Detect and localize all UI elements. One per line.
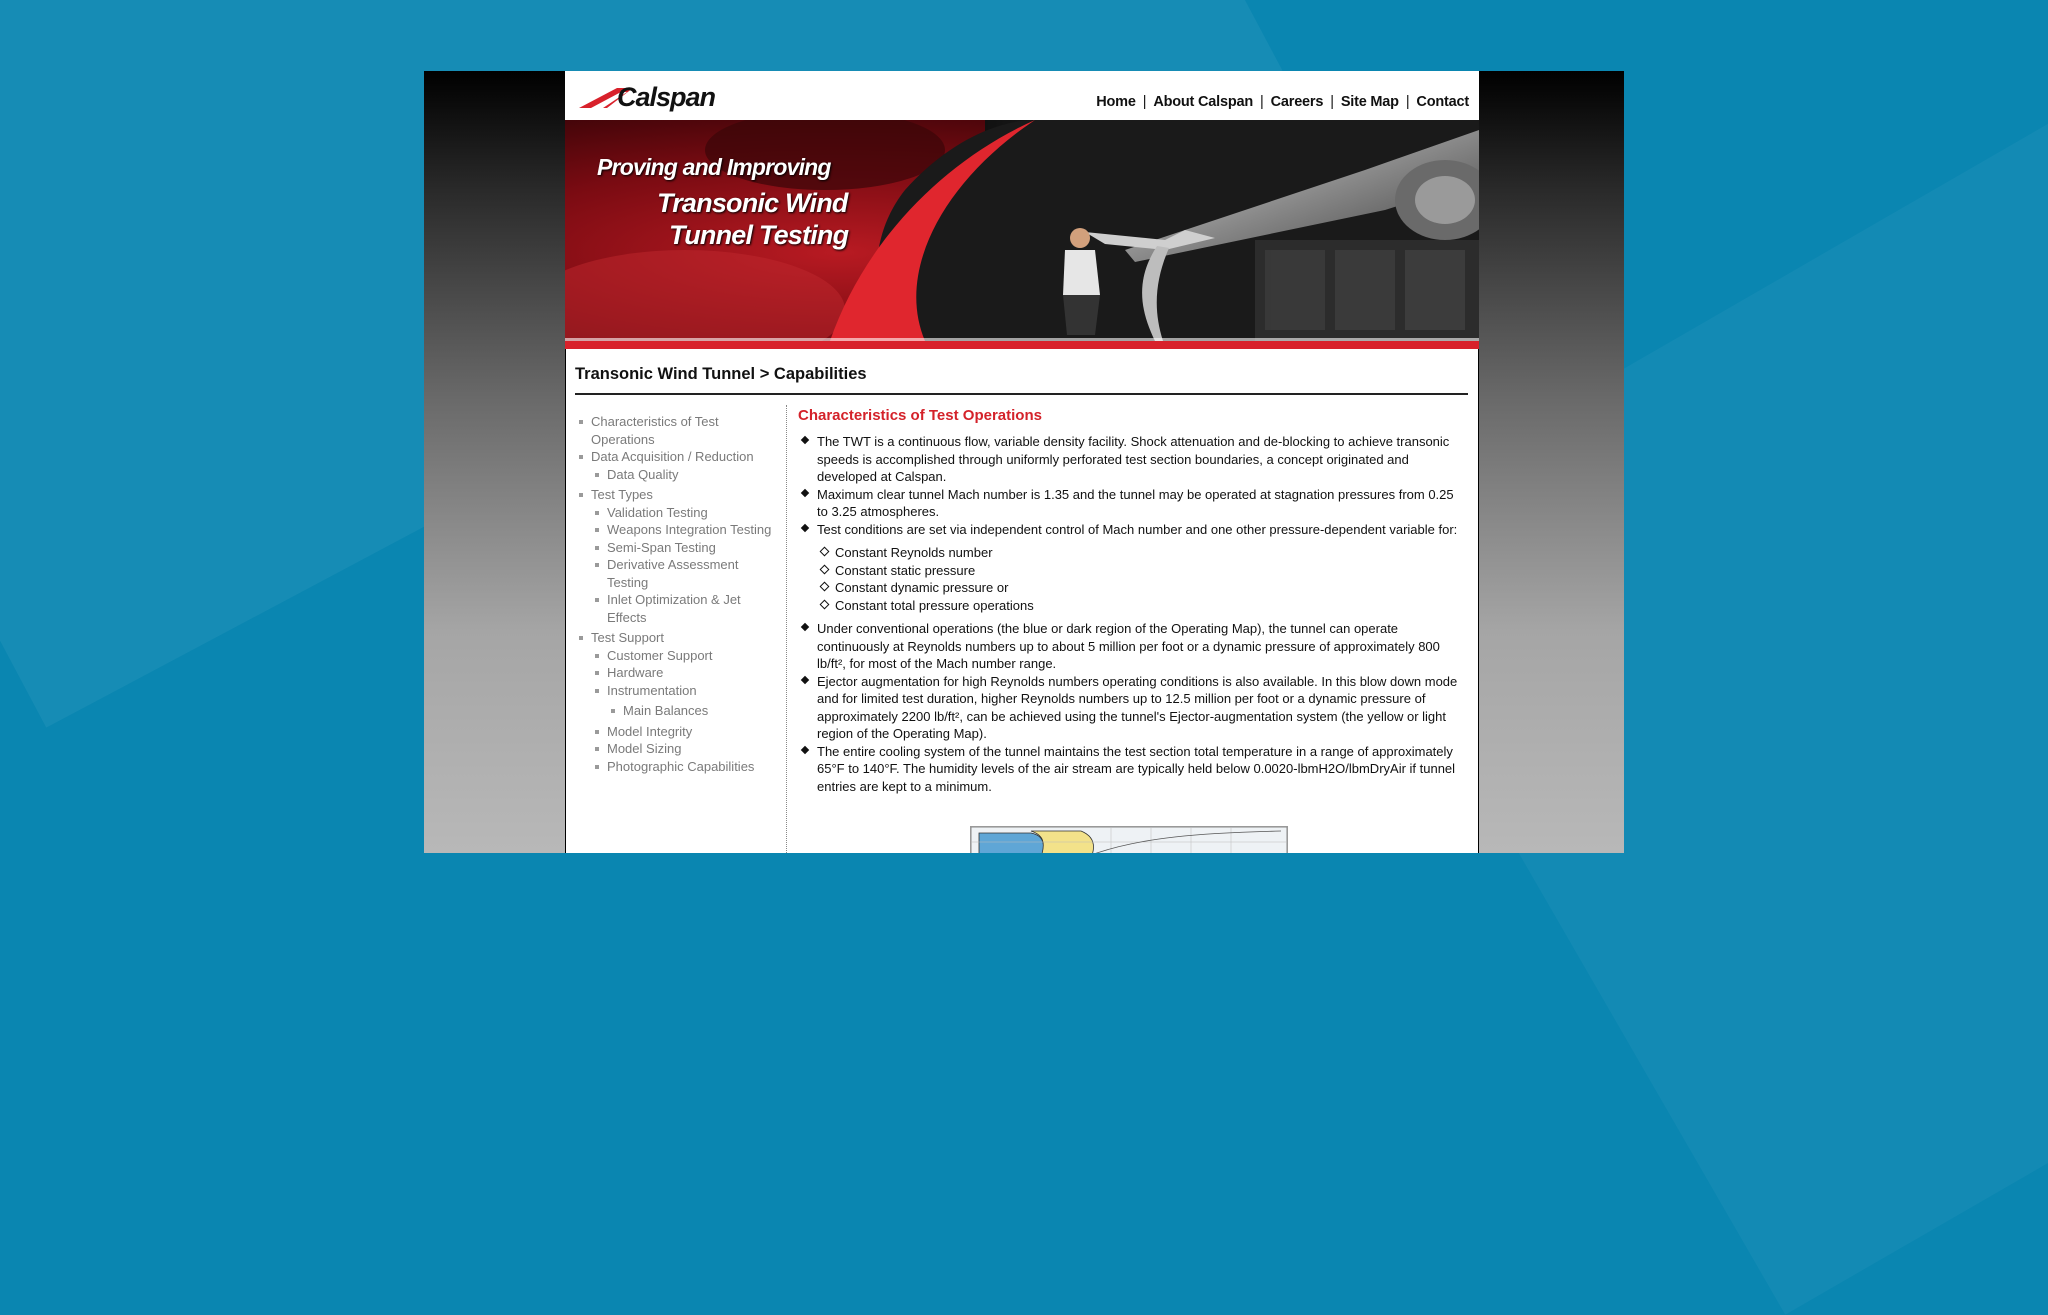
- sidebar-item-test-support[interactable]: Test Support: [577, 629, 777, 647]
- nav-contact-link[interactable]: Contact: [1416, 94, 1469, 110]
- sidebar-item-validation-testing[interactable]: Validation Testing: [577, 504, 777, 522]
- calspan-logo[interactable]: [577, 80, 757, 112]
- column-divider: [786, 405, 787, 853]
- sub-list-item: Constant static pressure: [798, 562, 1466, 580]
- characteristics-list: [798, 433, 1466, 795]
- top-navigation: [1096, 94, 1469, 110]
- sidebar-item-data-quality[interactable]: Data Quality: [577, 466, 777, 484]
- list-item: [798, 521, 1466, 615]
- nav-separator: |: [1405, 94, 1410, 110]
- sidebar-item-inlet-optimization-jet-effects[interactable]: Inlet Optimization & Jet Effects: [577, 591, 777, 626]
- sub-list-item: Constant total pressure operations: [798, 597, 1466, 615]
- sidebar-item-test-types[interactable]: Test Types: [577, 486, 777, 504]
- sidebar-item-data-acquisition-reduction[interactable]: Data Acquisition / Reduction: [577, 448, 777, 466]
- sidebar-item-hardware[interactable]: Hardware: [577, 664, 777, 682]
- list-item: The entire cooling system of the tunnel maintains the test section total temperature in a range of approximately 65°F to 140°F. The humidity levels of the air stream are typically held below 0.0020-lbmH2O/lbmDryAir if tunnel entries are kept to a minimum.: [798, 743, 1466, 796]
- sub-list: [798, 544, 1466, 614]
- sidebar-item-instrumentation[interactable]: Instrumentation: [577, 682, 777, 700]
- sidebar-item-derivative-assessment-testing[interactable]: Derivative Assessment Testing: [577, 556, 777, 591]
- sidebar-navigation: [577, 413, 777, 775]
- hero-banner: [565, 120, 1479, 341]
- list-item-text: Test conditions are set via independent control of Mach number and one other pressure-dependent variable for:: [817, 521, 1458, 537]
- nav-separator: |: [1330, 94, 1334, 110]
- main-content: [798, 407, 1466, 795]
- banner-tagline-line3: Tunnel Testing: [669, 220, 849, 250]
- operating-map-thumbnail[interactable]: [970, 826, 1288, 853]
- list-item: The TWT is a continuous flow, variable density facility. Shock attenuation and de-blocking to achieve transonic speeds is accomplished through uniformly perforated test section boundaries, a concept originated and developed at Calspan.: [798, 433, 1466, 486]
- nav-separator: |: [1260, 94, 1264, 110]
- nav-sitemap-link[interactable]: Site Map: [1340, 94, 1399, 110]
- nav-home-link[interactable]: Home: [1096, 94, 1136, 110]
- nav-careers-link[interactable]: Careers: [1270, 94, 1324, 110]
- sidebar-item-photographic-capabilities[interactable]: Photographic Capabilities: [577, 758, 777, 776]
- nav-separator: |: [1142, 94, 1147, 110]
- nav-about-link[interactable]: About Calspan: [1153, 94, 1254, 110]
- sidebar-item-semi-span-testing[interactable]: Semi-Span Testing: [577, 539, 777, 557]
- heading-rule: [575, 393, 1468, 395]
- sub-list-item: Constant Reynolds number: [798, 544, 1466, 562]
- banner-tagline-line1: Proving and Improving: [597, 154, 831, 180]
- list-item: Ejector augmentation for high Reynolds numbers operating conditions is also available. In this blow down mode and for limited test duration, higher Reynolds numbers up to 12.5 million per foot or a dynamic pressure of approximately 2200 lb/ft², can be achieved using the tunnel's Ejector-augmentation system (the yellow or light region of the Operating Map).: [798, 673, 1466, 743]
- breadcrumb: Transonic Wind Tunnel > Capabilities: [575, 365, 867, 383]
- sidebar-item-model-sizing[interactable]: Model Sizing: [577, 740, 777, 758]
- sidebar-item-weapons-integration-testing[interactable]: Weapons Integration Testing: [577, 521, 777, 539]
- browser-frame: [424, 71, 1624, 853]
- banner-divider: [565, 341, 1479, 349]
- list-item: Maximum clear tunnel Mach number is 1.35 and the tunnel may be operated at stagnation pressures from 0.25 to 3.25 atmospheres.: [798, 486, 1466, 521]
- logo-wordmark: Calspan: [617, 82, 716, 112]
- sidebar-item-characteristics-of-test-operations[interactable]: Characteristics of Test Operations: [577, 413, 777, 448]
- banner-tagline-line2: Transonic Wind: [657, 188, 848, 218]
- sub-list-item: Constant dynamic pressure or: [798, 579, 1466, 597]
- site-header: [565, 71, 1479, 120]
- section-heading: Characteristics of Test Operations: [798, 407, 1042, 424]
- sidebar-item-main-balances[interactable]: Main Balances: [577, 702, 777, 720]
- sidebar-item-model-integrity[interactable]: Model Integrity: [577, 723, 777, 741]
- list-item: Under conventional operations (the blue or dark region of the Operating Map), the tunnel can operate continuously at Reynolds numbers up to about 5 million per foot or a dynamic pressure of approximately 800 lb/ft², for most of the Mach number range.: [798, 620, 1466, 673]
- web-page: [565, 71, 1479, 853]
- sidebar-item-customer-support[interactable]: Customer Support: [577, 647, 777, 665]
